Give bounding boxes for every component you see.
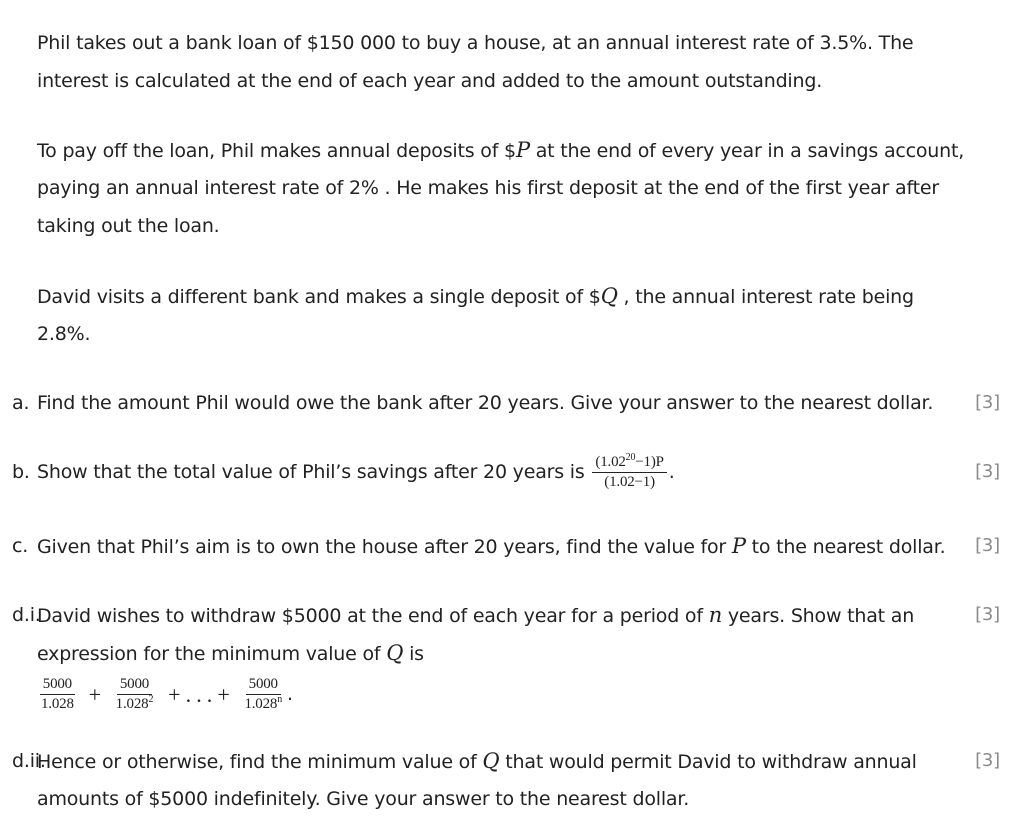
variable-q: Q bbox=[600, 284, 618, 308]
intro-paragraph-2-line-3: taking out the loan. bbox=[37, 215, 220, 237]
savings-fraction bbox=[592, 454, 666, 491]
fraction-denominator: 1.028 bbox=[41, 696, 74, 712]
question-di-line-1 bbox=[37, 603, 914, 628]
text-segment: at the end of every year in a savings account, bbox=[529, 140, 965, 162]
fraction-numerator: 5000 bbox=[117, 676, 152, 695]
question-di-line-2 bbox=[37, 641, 424, 666]
intro-paragraph-1-line-1: Phil takes out a bank loan of $150 000 to buy a house, at an annual interest rate of 3.5%. The bbox=[37, 32, 914, 54]
question-di-series-expression bbox=[36, 674, 293, 715]
variable-q: Q bbox=[386, 641, 404, 665]
fraction-numerator: 5000 bbox=[246, 676, 281, 695]
intro-paragraph-2-line-1 bbox=[37, 138, 964, 163]
series-term-2 bbox=[113, 676, 157, 713]
question-di-marks: [3] bbox=[975, 604, 1000, 625]
ellipsis-operator: + . . . + bbox=[168, 681, 230, 707]
intro-paragraph-1-line-2: interest is calculated at the end of each year and added to the amount outstanding. bbox=[37, 70, 823, 92]
question-b-marks: [3] bbox=[975, 461, 1000, 482]
text-segment: To pay off the loan, Phil makes annual deposits of $ bbox=[37, 140, 516, 162]
question-b-text bbox=[37, 451, 675, 493]
plus-operator: + bbox=[88, 681, 101, 707]
question-c-label: c. bbox=[12, 535, 29, 557]
text-segment: (1.02 bbox=[595, 454, 626, 470]
variable-n: n bbox=[708, 603, 723, 627]
variable-q: Q bbox=[482, 749, 500, 773]
text-segment: is bbox=[409, 643, 424, 665]
question-c-marks: [3] bbox=[975, 535, 1000, 556]
question-c-text bbox=[37, 534, 945, 559]
text-segment: years. Show that an bbox=[727, 605, 915, 627]
question-b-label: b. bbox=[12, 461, 30, 483]
text-segment: to the nearest dollar. bbox=[751, 536, 946, 558]
fraction-denominator bbox=[241, 695, 285, 713]
text-segment: −1)P bbox=[635, 454, 664, 470]
intro-paragraph-3-line-1 bbox=[37, 284, 914, 309]
question-dii-label: d.ii. bbox=[12, 750, 46, 772]
text-segment: Show that the total value of Phil’s savings after 20 years is bbox=[37, 461, 585, 483]
question-a-label: a. bbox=[12, 392, 30, 414]
series-term-1 bbox=[38, 676, 77, 713]
question-a-marks: [3] bbox=[975, 392, 1000, 413]
intro-paragraph-2-line-2: paying an annual interest rate of 2% . He makes his first deposit at the end of the first year after bbox=[37, 177, 939, 199]
text-segment: , the annual interest rate being bbox=[617, 286, 914, 308]
text-segment: 1.028 bbox=[115, 696, 149, 712]
question-dii-line-1 bbox=[37, 749, 917, 774]
question-dii-line-2: amounts of $5000 indefinitely. Give your answer to the nearest dollar. bbox=[37, 788, 690, 810]
text-segment: David wishes to withdraw $5000 at the end of each year for a period of bbox=[37, 605, 703, 627]
text-segment: . bbox=[287, 683, 293, 705]
question-a-text: Find the amount Phil would owe the bank after 20 years. Give your answer to the nearest dollar. bbox=[37, 392, 934, 414]
text-segment: David visits a different bank and makes a single deposit of $ bbox=[37, 286, 601, 308]
fraction-numerator bbox=[592, 454, 666, 473]
series-term-n bbox=[241, 676, 285, 713]
text-segment: . bbox=[668, 461, 675, 483]
text-segment: Given that Phil’s aim is to own the house after 20 years, find the value for bbox=[37, 536, 727, 558]
exponent: n bbox=[277, 694, 283, 705]
exponent: 20 bbox=[625, 452, 636, 463]
fraction-denominator bbox=[113, 695, 157, 713]
text-segment: that would permit David to withdraw annual bbox=[505, 751, 917, 773]
fraction-denominator: (1.02−1) bbox=[604, 474, 655, 490]
text-segment: 1.028 bbox=[244, 696, 278, 712]
question-di-label: d.i. bbox=[12, 604, 41, 626]
variable-p: P bbox=[515, 138, 530, 162]
exponent: 2 bbox=[148, 694, 154, 705]
fraction-numerator: 5000 bbox=[40, 676, 75, 695]
text-segment: expression for the minimum value of bbox=[37, 643, 381, 665]
question-dii-marks: [3] bbox=[975, 750, 1000, 771]
text-segment: Hence or otherwise, find the minimum value of bbox=[37, 751, 477, 773]
variable-p: P bbox=[731, 534, 746, 558]
intro-paragraph-3-line-2: 2.8%. bbox=[37, 323, 91, 345]
